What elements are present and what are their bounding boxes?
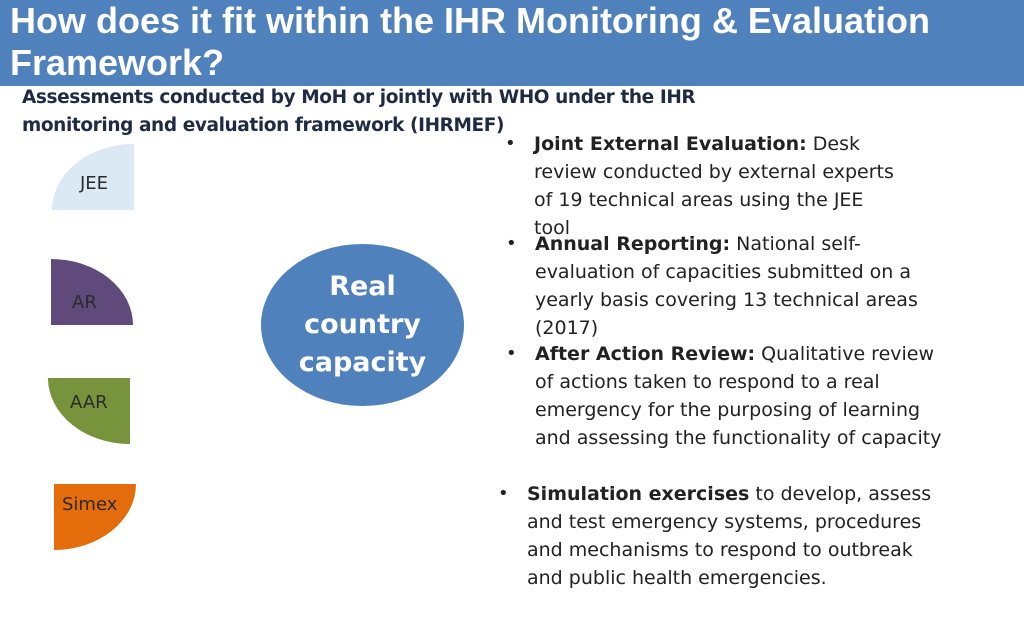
bullet-dot-icon: •: [506, 343, 517, 364]
bullet-term: Annual Reporting:: [535, 233, 731, 255]
subtitle: Assessments conducted by MoH or jointly with WHO under the IHR monitoring and evaluation framework (IHRMEF): [22, 87, 696, 136]
title-bar: [0, 0, 1024, 86]
bullet-term: Joint External Evaluation:: [534, 133, 807, 155]
bullet-dot-icon: •: [498, 483, 509, 504]
ellipse-label: Real country capacity: [298, 271, 427, 378]
page-title: How does it fit within the IHR Monitoring & Evaluation Framework?: [10, 0, 930, 83]
petal-aar-label: AAR: [70, 392, 108, 413]
bullet-text: Qualitative review of actions taken to respond to a real emergency for the purposing of learning and assessing the functionality of capacity: [535, 343, 942, 449]
bullet-term: After Action Review:: [535, 343, 756, 365]
bullet-term: Simulation exercises: [527, 483, 750, 505]
petal-jee-label: JEE: [80, 173, 109, 194]
bullet-text: Desk review conducted by external experts of 19 technical areas using the JEE tool: [534, 133, 894, 239]
bullet-text: National self-evaluation of capacities submitted on a yearly basis covering 13 technical areas (2017): [535, 233, 918, 339]
bullet-dot-icon: •: [505, 133, 516, 154]
bullet-dot-icon: •: [506, 233, 517, 254]
petal-simex-label: Simex: [62, 494, 118, 515]
bullet-text: to develop, assess and test emergency systems, procedures and mechanisms to respond to outbreak and public health emergencies.: [527, 483, 932, 589]
real-country-capacity-ellipse: [261, 244, 464, 406]
petal-ar-label: AR: [72, 292, 97, 313]
